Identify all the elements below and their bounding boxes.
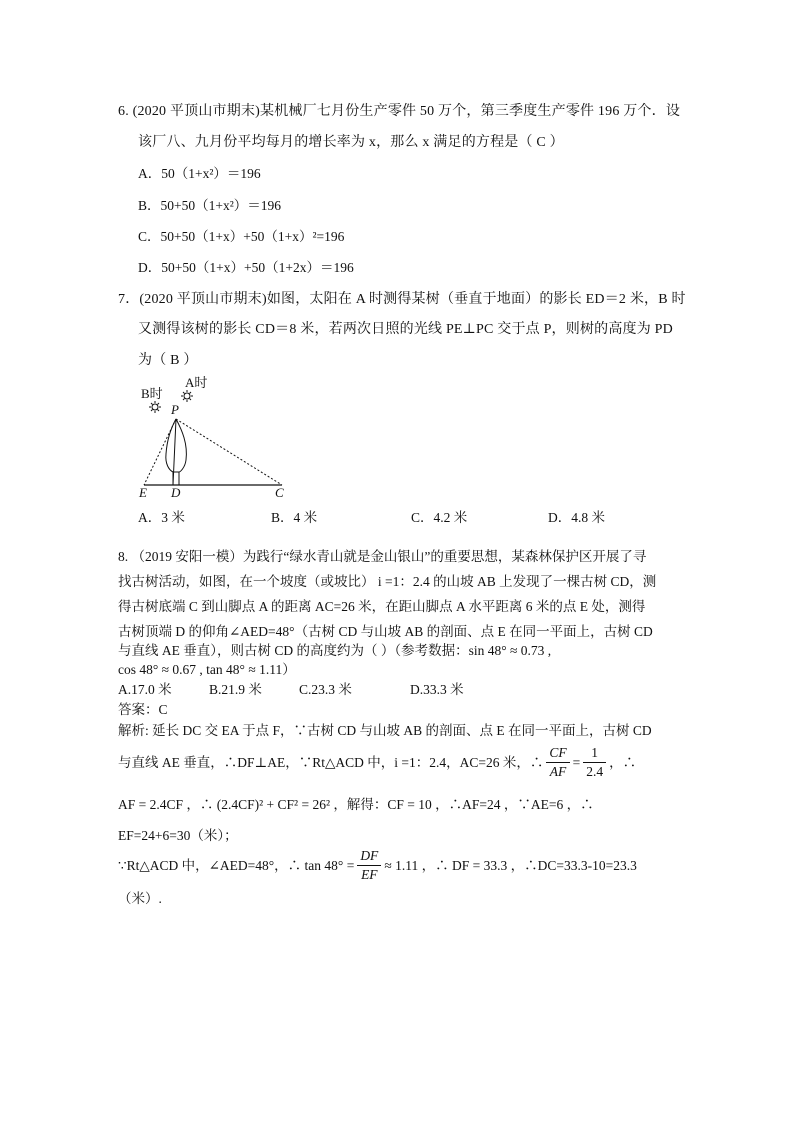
q8-stem-line-1: 8. （2019 安阳一模）为践行“绿水青山就是金山银山”的重要思想，某森林保护区开展了寻	[118, 549, 647, 564]
frac-numerator: 1	[583, 744, 606, 763]
fraction-1-2.4	[583, 744, 606, 781]
q6-stem-line-2: 该厂八、九月份平均每月的增长率为 x，那么 x 满足的方程是（ C ）	[138, 135, 564, 150]
q8-solution-line-1: 解析: 延长 DC 交 EA 于点 F，∵古树 CD 与山坡 AB 的剖面、点 E 在同一平面上，古树 CD	[118, 723, 652, 738]
frac-denominator: EF	[361, 867, 378, 882]
frac-denominator: AF	[549, 764, 567, 779]
q7-option-d: D．4.8 米	[548, 510, 605, 525]
sol-text: 与直线 AE 垂直，∴DF⊥AE，∵Rt△ACD 中，i =1：2.4，AC=26 米，∴	[118, 754, 544, 770]
sol-text: ，∴	[609, 754, 637, 770]
q7-stem-line-3: 为（ B ）	[138, 353, 198, 368]
q6-stem-line-1: 6. (2020 平顶山市期末)某机械厂七月份生产零件 50 万个，第三季度生产零件 196 万个．设	[118, 104, 681, 119]
sun-a-icon	[181, 390, 193, 402]
q8-stem-line-4: 古树顶端 D 的仰角∠AED=48°（古树 CD 与山坡 AB 的剖面、点 E 在同一平面上，古树 CD	[118, 624, 653, 639]
label-e: E	[139, 485, 147, 500]
q6-option-c: C．50+50（1+x）+50（1+x）²=196	[138, 229, 345, 244]
label-b-time: B时	[141, 386, 163, 401]
q7-stem-line-1: 7．(2020 平顶山市期末)如图，太阳在 A 时测得某树（垂直于地面）的影长 ED＝2 米，B 时	[118, 292, 686, 307]
q8-stem-line-3: 得古树底端 C 到山脚点 A 的距离 AC=26 米，在距山脚点 A 水平距离 6 米的点 E 处，测得	[118, 599, 646, 614]
q8-stem-line-2: 找古树活动，如图，在一个坡度（或坡比） i =1：2.4 的山坡 AB 上发现了一棵古树 CD，测	[118, 574, 657, 589]
tree-icon	[166, 419, 187, 485]
q7-option-b: B．4 米	[271, 510, 318, 525]
q8-stem-line-5: 与直线 AE 垂直），则古树 CD 的高度约为（ ）（参考数据：sin 48° ≈ 0.73 ,	[118, 643, 552, 658]
q7-option-c: C．4.2 米	[411, 510, 468, 525]
q8-solution-line-5	[118, 847, 637, 884]
label-a-time: A时	[185, 375, 208, 390]
fraction-cf-af	[546, 744, 569, 781]
q8-solution-line-2	[118, 744, 636, 781]
q7-tree-shadow-figure	[134, 372, 304, 500]
q8-solution-line-6: （米）.	[118, 891, 162, 906]
q8-answer: 答案：C	[118, 702, 168, 717]
q7-stem-line-2: 又测得该树的影长 CD＝8 米，若两次日照的光线 PE⊥PC 交于点 P，则树的高度为 PD	[138, 322, 673, 337]
q6-option-b: B．50+50（1+x²）＝196	[138, 198, 282, 213]
frac-numerator: CF	[546, 744, 569, 763]
q8-solution-line-4: EF=24+6=30（米）；	[118, 828, 238, 843]
q8-stem-line-6: cos 48° ≈ 0.67 , tan 48° ≈ 1.11）	[118, 662, 296, 677]
label-p: P	[171, 402, 179, 417]
label-c: C	[275, 485, 284, 500]
frac-denominator: 2.4	[586, 764, 604, 779]
sol-text: ∵Rt△ACD 中，∠AED=48°，∴ tan 48° =	[118, 857, 355, 873]
frac-numerator: DF	[357, 847, 381, 866]
q8-solution-line-3: AF = 2.4CF ，∴ (2.4CF)² + CF² = 26² ，解得：CF = 10 ，∴AF=24 ，∵AE=6 ，∴	[118, 797, 594, 812]
sun-b-icon	[149, 401, 161, 413]
q8-option-a: A.17.0 米	[118, 682, 172, 697]
sol-text: ≈ 1.11 ，∴ DF = 33.3 ，∴DC=33.3-10=23.3	[384, 857, 637, 873]
ray-pc	[176, 419, 282, 485]
fraction-df-ef	[357, 847, 381, 884]
q8-option-b: B.21.9 米	[209, 682, 262, 697]
q8-option-c: C.23.3 米	[299, 682, 352, 697]
q6-option-d: D．50+50（1+x）+50（1+2x）＝196	[138, 260, 354, 275]
q8-option-d: D.33.3 米	[410, 682, 464, 697]
q7-option-a: A．3 米	[138, 510, 185, 525]
label-d: D	[171, 485, 181, 500]
q6-option-a: A．50（1+x²）＝196	[138, 166, 261, 181]
equals-sign: =	[572, 754, 581, 770]
